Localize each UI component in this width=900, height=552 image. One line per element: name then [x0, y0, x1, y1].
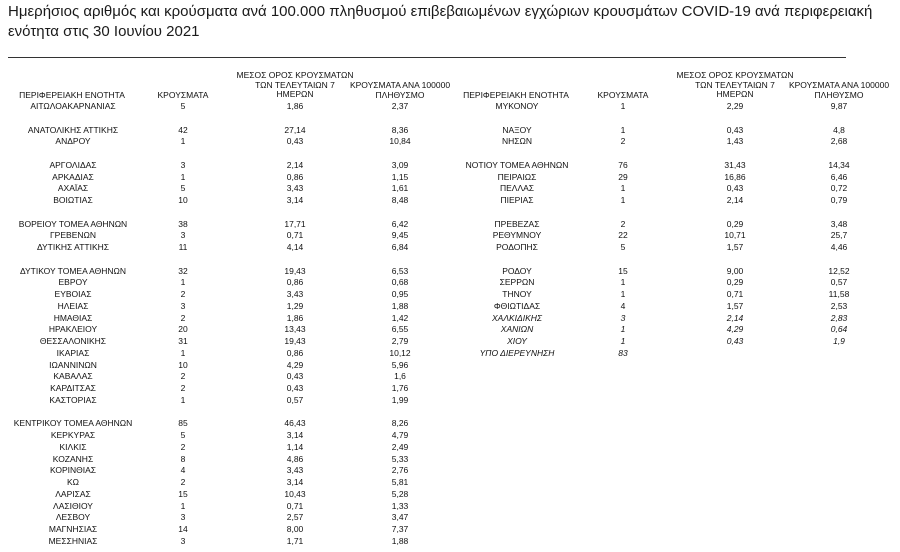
cell-avg-left: 0,86 — [286, 347, 304, 358]
cell-per100k-left: 4,79 — [391, 430, 409, 440]
cell-per100k-left: 6,55 — [391, 324, 409, 335]
header-cases-label: ΚΡΟΥΣΜΑΤΑ — [597, 90, 649, 100]
cell-region-left: ΓΡΕΒΕΝΩΝ — [50, 230, 96, 241]
cell-cases-right: 29 — [618, 171, 628, 182]
cell-per100k-left: 0,95 — [391, 289, 409, 299]
cell-avg-left: 0,71 — [286, 230, 304, 241]
header-region-right — [456, 91, 576, 101]
cell-region-left: ΗΡΑΚΛΕΙΟΥ — [48, 324, 98, 335]
cell-cases-right: 15 — [618, 265, 628, 276]
page-title: Ημερήσιος αριθμός και κρούσματα ανά 100.000 πληθυσμού επιβεβαιωμένων εγχώριων κρουσμάτων COVID-19 ανά περιφερειακή ενότητα στις 30 Ιουνίου 2021 — [8, 3, 873, 40]
cell-per100k-left: 8,26 — [391, 418, 409, 429]
cell-avg-left: 3,43 — [286, 183, 304, 194]
header-cases-right — [588, 91, 658, 101]
cell-avg-left: 8,00 — [286, 524, 304, 534]
cell-avg-left: 0,57 — [286, 394, 304, 405]
cell-region-right: ΦΘΙΩΤΙΔΑΣ — [493, 300, 541, 311]
cell-per100k-left: 6,84 — [391, 242, 409, 252]
table-top-rule — [8, 57, 846, 58]
cell-per100k-left: 6,53 — [391, 265, 409, 276]
cell-avg-right: 0,43 — [726, 183, 744, 194]
cell-region-left: ΛΕΣΒΟΥ — [55, 512, 91, 523]
cell-region-right: ΠΡΕΒΕΖΑΣ — [494, 218, 540, 229]
header-per100k-line-2: ΠΛΗΘΥΣΜΟ — [375, 89, 425, 100]
cell-region-left: ΜΑΓΝΗΣΙΑΣ — [48, 524, 98, 534]
cell-per100k-left: 8,36 — [391, 124, 409, 135]
header-region-label: ΠΕΡΙΦΕΡΕΙΑΚΗ ΕΝΟΤΗΤΑ — [463, 90, 569, 100]
cell-region-left: ΑΧΑΪΑΣ — [57, 183, 89, 194]
cell-cases-right: 76 — [618, 159, 628, 170]
cell-avg-right: 2,14 — [726, 195, 744, 205]
cell-per100k-left: 0,68 — [391, 277, 409, 288]
cell-region-left: ΔΥΤΙΚΗΣ ΑΤΤΙΚΗΣ — [36, 242, 110, 252]
cell-region-right: ΠΙΕΡΙΑΣ — [500, 195, 534, 205]
cell-cases-left: 3 — [180, 512, 186, 523]
cell-region-left: ΚΑΣΤΟΡΙΑΣ — [49, 394, 97, 405]
cell-cases-left: 85 — [178, 418, 188, 429]
cell-region-left: ΑΡΓΟΛΙΔΑΣ — [49, 159, 97, 170]
cell-per100k-right: 2,68 — [830, 136, 848, 147]
cell-per100k-left: 10,12 — [389, 347, 411, 358]
cell-cases-right: 1 — [620, 324, 626, 335]
cell-region-right: ΥΠΟ ΔΙΕΡΕΥΝΗΣΗ — [479, 347, 555, 358]
cell-region-right: ΜΥΚΟΝΟΥ — [495, 101, 539, 111]
cell-avg-right: 0,43 — [726, 336, 744, 346]
cell-region-left: ΜΕΣΣΗΝΙΑΣ — [48, 535, 98, 546]
cell-cases-left: 2 — [180, 371, 186, 382]
cell-per100k-left: 1,76 — [391, 383, 409, 393]
cell-per100k-left: 2,49 — [391, 441, 409, 452]
cell-per100k-right: 0,79 — [830, 195, 848, 205]
cell-avg-left: 0,43 — [286, 136, 304, 147]
cell-region-left: ΕΥΒΟΙΑΣ — [54, 289, 92, 299]
header-per100k-left — [345, 81, 455, 100]
cell-region-right: ΣΕΡΡΩΝ — [499, 277, 535, 288]
cell-region-left: ΕΒΡΟΥ — [58, 277, 88, 288]
cell-cases-left: 38 — [178, 218, 188, 229]
cell-per100k-left: 1,6 — [394, 371, 406, 382]
cell-cases-right: 22 — [618, 230, 628, 241]
cell-per100k-left: 1,88 — [391, 535, 409, 546]
cell-per100k-left: 1,15 — [391, 171, 409, 182]
cell-avg-right: 0,43 — [726, 124, 744, 135]
cell-cases-right: 1 — [620, 289, 626, 299]
cell-cases-left: 42 — [178, 124, 188, 135]
cell-region-left: ΚΕΡΚΥΡΑΣ — [50, 430, 96, 440]
cell-per100k-left: 9,45 — [391, 230, 409, 241]
cell-region-left: ΚΟΖΑΝΗΣ — [52, 453, 94, 464]
cell-per100k-left: 5,96 — [391, 359, 409, 370]
header-avg-line-1: ΜΕΣΟΣ ΟΡΟΣ ΚΡΟΥΣΜΑΤΩΝ — [676, 70, 794, 80]
cell-cases-left: 5 — [180, 430, 186, 440]
cell-region-right: ΠΕΙΡΑΙΩΣ — [497, 171, 537, 182]
cell-region-left: ΗΜΑΘΙΑΣ — [53, 312, 93, 323]
cell-per100k-right: 0,64 — [830, 324, 848, 335]
header-per100k-line-1: ΚΡΟΥΣΜΑΤΑ ΑΝΑ 100000 — [788, 80, 890, 90]
cell-region-left: ΑΝΑΤΟΛΙΚΗΣ ΑΤΤΙΚΗΣ — [27, 124, 119, 135]
cell-cases-right: 2 — [620, 136, 626, 147]
cell-region-right: ΝΗΣΩΝ — [501, 136, 533, 147]
header-avg-line-2: ΤΩΝ ΤΕΛΕΥΤΑΙΩΝ 7 — [695, 79, 775, 90]
cell-avg-left: 4,86 — [286, 453, 304, 464]
cell-cases-right: 1 — [620, 183, 626, 194]
cell-avg-left: 0,71 — [286, 500, 304, 511]
cell-region-left: ΚΑΡΔΙΤΣΑΣ — [50, 383, 96, 393]
cell-region-left: ΚΙΛΚΙΣ — [59, 441, 87, 452]
cell-avg-left: 3,14 — [286, 477, 304, 487]
cell-cases-right: 5 — [620, 242, 626, 252]
cell-avg-left: 1,86 — [286, 101, 304, 111]
header-per100k-right — [784, 81, 894, 100]
cell-cases-left: 32 — [178, 265, 188, 276]
cell-per100k-right: 4,46 — [830, 242, 848, 252]
cell-avg-right: 0,29 — [726, 218, 744, 229]
cell-per100k-left: 3,47 — [391, 512, 409, 523]
cell-cases-left: 20 — [178, 324, 188, 335]
cell-cases-left: 10 — [178, 195, 188, 205]
cell-region-left: ΙΩΑΝΝΙΝΩΝ — [49, 359, 97, 370]
cell-avg-left: 13,43 — [284, 324, 306, 335]
cell-avg-left: 2,14 — [286, 159, 304, 170]
cell-cases-left: 3 — [180, 230, 186, 241]
cell-avg-left: 10,43 — [284, 488, 306, 499]
cell-cases-right: 4 — [620, 300, 626, 311]
header-per100k-line-2: ΠΛΗΘΥΣΜΟ — [814, 89, 864, 100]
cell-avg-right: 1,57 — [726, 300, 744, 311]
cell-avg-left: 46,43 — [284, 418, 306, 429]
cell-per100k-right: 4,8 — [833, 124, 845, 135]
cell-cases-right: 1 — [620, 101, 626, 111]
cell-cases-left: 1 — [180, 136, 186, 147]
cell-region-right: ΡΟΔΟΥ — [502, 265, 532, 276]
cell-region-left: ΚΑΒΑΛΑΣ — [53, 371, 93, 382]
cell-avg-left: 19,43 — [284, 265, 306, 276]
cell-cases-right: 3 — [620, 312, 626, 323]
cell-region-left: ΑΙΤΩΛΟΑΚΑΡΝΑΝΙΑΣ — [30, 101, 116, 111]
cell-region-right: ΧΙΟΥ — [507, 336, 527, 346]
cell-cases-left: 3 — [180, 159, 186, 170]
cell-per100k-left: 2,37 — [391, 101, 409, 111]
cell-avg-right: 16,86 — [724, 171, 746, 182]
cell-per100k-left: 10,84 — [389, 136, 411, 147]
cell-avg-right: 31,43 — [724, 159, 746, 170]
cell-avg-right: 2,14 — [726, 312, 744, 323]
cell-cases-left: 2 — [180, 312, 186, 323]
cell-per100k-left: 1,42 — [391, 312, 409, 323]
header-avg-line-3: ΗΜΕΡΩΝ — [276, 89, 314, 99]
cell-cases-right: 1 — [620, 277, 626, 288]
cell-avg-left: 27,14 — [284, 124, 306, 135]
cell-cases-left: 2 — [180, 477, 186, 487]
cell-per100k-left: 2,79 — [391, 336, 409, 346]
cell-per100k-left: 1,33 — [391, 500, 409, 511]
cell-avg-left: 1,14 — [286, 441, 304, 452]
cell-cases-right: 1 — [620, 336, 626, 346]
cell-cases-right: 2 — [620, 218, 626, 229]
cell-region-left: ΚΕΝΤΡΙΚΟΥ ΤΟΜΕΑ ΑΘΗΝΩΝ — [13, 418, 133, 429]
cell-cases-left: 14 — [178, 524, 188, 534]
cell-avg-left: 17,71 — [284, 218, 306, 229]
cell-per100k-right: 12,52 — [828, 265, 850, 276]
cell-avg-right: 2,29 — [726, 101, 744, 111]
cell-cases-left: 31 — [178, 336, 188, 346]
cell-cases-left: 11 — [178, 242, 188, 252]
cell-cases-left: 1 — [180, 347, 186, 358]
cell-avg-left: 1,71 — [286, 535, 304, 546]
cell-region-right: ΧΑΛΚΙΔΙΚΗΣ — [491, 312, 543, 323]
cell-cases-left: 8 — [180, 453, 186, 464]
header-per100k-line-1: ΚΡΟΥΣΜΑΤΑ ΑΝΑ 100000 — [349, 80, 451, 90]
cell-avg-left: 3,43 — [286, 465, 304, 476]
cell-cases-left: 3 — [180, 535, 186, 546]
cell-per100k-right: 11,58 — [828, 289, 850, 299]
cell-avg-left: 0,86 — [286, 277, 304, 288]
cell-region-right: ΡΕΘΥΜΝΟΥ — [492, 230, 542, 241]
cell-cases-left: 5 — [180, 183, 186, 194]
cell-per100k-right: 14,34 — [828, 159, 850, 170]
cell-per100k-right: 2,83 — [830, 312, 848, 323]
cell-region-left: ΘΕΣΣΑΛΟΝΙΚΗΣ — [39, 336, 107, 346]
cell-avg-left: 3,14 — [286, 195, 304, 205]
cell-region-left: ΒΟΡΕΙΟΥ ΤΟΜΕΑ ΑΘΗΝΩΝ — [18, 218, 128, 229]
cell-per100k-left: 7,37 — [391, 524, 409, 534]
header-avg-line-3: ΗΜΕΡΩΝ — [716, 89, 754, 99]
cell-avg-left: 0,43 — [286, 371, 304, 382]
cell-per100k-left: 1,99 — [391, 394, 409, 405]
cell-cases-left: 5 — [180, 101, 186, 111]
cell-avg-left: 1,29 — [286, 300, 304, 311]
cell-per100k-left: 5,28 — [391, 488, 409, 499]
cell-region-left: ΑΝΔΡΟΥ — [55, 136, 91, 147]
cell-per100k-right: 9,87 — [830, 101, 848, 111]
cell-avg-left: 0,86 — [286, 171, 304, 182]
cell-per100k-left: 1,61 — [391, 183, 409, 194]
cell-per100k-left: 5,33 — [391, 453, 409, 464]
cell-per100k-right: 1,9 — [833, 336, 845, 346]
cell-avg-right: 9,00 — [726, 265, 744, 276]
header-cases-left — [148, 91, 218, 101]
cell-per100k-left: 2,76 — [391, 465, 409, 476]
cell-region-left: ΚΩ — [66, 477, 80, 487]
cell-region-right: ΝΑΞΟΥ — [502, 124, 532, 135]
cell-avg-left: 4,14 — [286, 242, 304, 252]
header-cases-label: ΚΡΟΥΣΜΑΤΑ — [157, 90, 209, 100]
cell-avg-left: 4,29 — [286, 359, 304, 370]
cell-cases-left: 10 — [178, 359, 188, 370]
cell-per100k-left: 1,88 — [391, 300, 409, 311]
header-region-label: ΠΕΡΙΦΕΡΕΙΑΚΗ ΕΝΟΤΗΤΑ — [19, 90, 125, 100]
cell-cases-left: 1 — [180, 171, 186, 182]
cell-region-left: ΙΚΑΡΙΑΣ — [56, 347, 90, 358]
cell-region-left: ΚΟΡΙΝΘΙΑΣ — [49, 465, 97, 476]
cell-region-right: ΡΟΔΟΠΗΣ — [496, 242, 538, 252]
cell-region-right: ΝΟΤΙΟΥ ΤΟΜΕΑ ΑΘΗΝΩΝ — [465, 159, 569, 170]
cell-region-left: ΒΟΙΩΤΙΑΣ — [53, 195, 93, 205]
cell-avg-left: 2,57 — [286, 512, 304, 523]
cell-per100k-left: 5,81 — [391, 477, 409, 487]
cell-cases-right: 1 — [620, 195, 626, 205]
header-region-left — [12, 91, 132, 101]
cell-per100k-right: 2,53 — [830, 300, 848, 311]
cell-cases-right: 83 — [618, 347, 628, 358]
cell-avg-left: 0,43 — [286, 383, 304, 393]
cell-avg-left: 3,14 — [286, 430, 304, 440]
header-avg-line-2: ΤΩΝ ΤΕΛΕΥΤΑΙΩΝ 7 — [255, 79, 335, 90]
cell-per100k-left: 8,48 — [391, 195, 409, 205]
cell-cases-left: 1 — [180, 500, 186, 511]
cell-avg-right: 10,71 — [724, 230, 746, 241]
header-avg-line-1: ΜΕΣΟΣ ΟΡΟΣ ΚΡΟΥΣΜΑΤΩΝ — [236, 70, 354, 80]
cell-avg-right: 4,29 — [726, 324, 744, 335]
cell-avg-right: 1,43 — [726, 136, 744, 147]
cell-cases-left: 3 — [180, 300, 186, 311]
cell-avg-right: 1,57 — [726, 242, 744, 252]
cell-per100k-right: 0,57 — [830, 277, 848, 288]
header-avg-right — [675, 71, 795, 100]
cell-avg-left: 19,43 — [284, 336, 306, 346]
cell-per100k-right: 3,48 — [830, 218, 848, 229]
cell-avg-right: 0,71 — [726, 289, 744, 299]
cell-cases-right: 1 — [620, 124, 626, 135]
cell-region-left: ΑΡΚΑΔΙΑΣ — [52, 171, 94, 182]
cell-region-right: ΤΗΝΟΥ — [502, 289, 532, 299]
cell-avg-right: 0,29 — [726, 277, 744, 288]
cell-region-left: ΛΑΣΙΘΙΟΥ — [53, 500, 93, 511]
cell-region-left: ΛΑΡΙΣΑΣ — [55, 488, 91, 499]
cell-cases-left: 2 — [180, 441, 186, 452]
cell-cases-left: 1 — [180, 394, 186, 405]
cell-avg-left: 1,86 — [286, 312, 304, 323]
cell-per100k-right: 6,46 — [830, 171, 848, 182]
cell-per100k-left: 3,09 — [391, 159, 409, 170]
header-avg-left — [235, 71, 355, 100]
cell-region-right: ΧΑΝΙΩΝ — [500, 324, 534, 335]
cell-cases-left: 2 — [180, 383, 186, 393]
cell-per100k-right: 25,7 — [830, 230, 848, 241]
cell-cases-left: 2 — [180, 289, 186, 299]
cell-region-left: ΔΥΤΙΚΟΥ ΤΟΜΕΑ ΑΘΗΝΩΝ — [19, 265, 127, 276]
cell-cases-left: 15 — [178, 488, 188, 499]
cell-region-left: ΗΛΕΙΑΣ — [57, 300, 89, 311]
cell-per100k-right: 0,72 — [830, 183, 848, 194]
cell-per100k-left: 6,42 — [391, 218, 409, 229]
cell-cases-left: 1 — [180, 277, 186, 288]
cell-cases-left: 4 — [180, 465, 186, 476]
cell-avg-left: 3,43 — [286, 289, 304, 299]
cell-region-right: ΠΕΛΛΑΣ — [499, 183, 535, 194]
